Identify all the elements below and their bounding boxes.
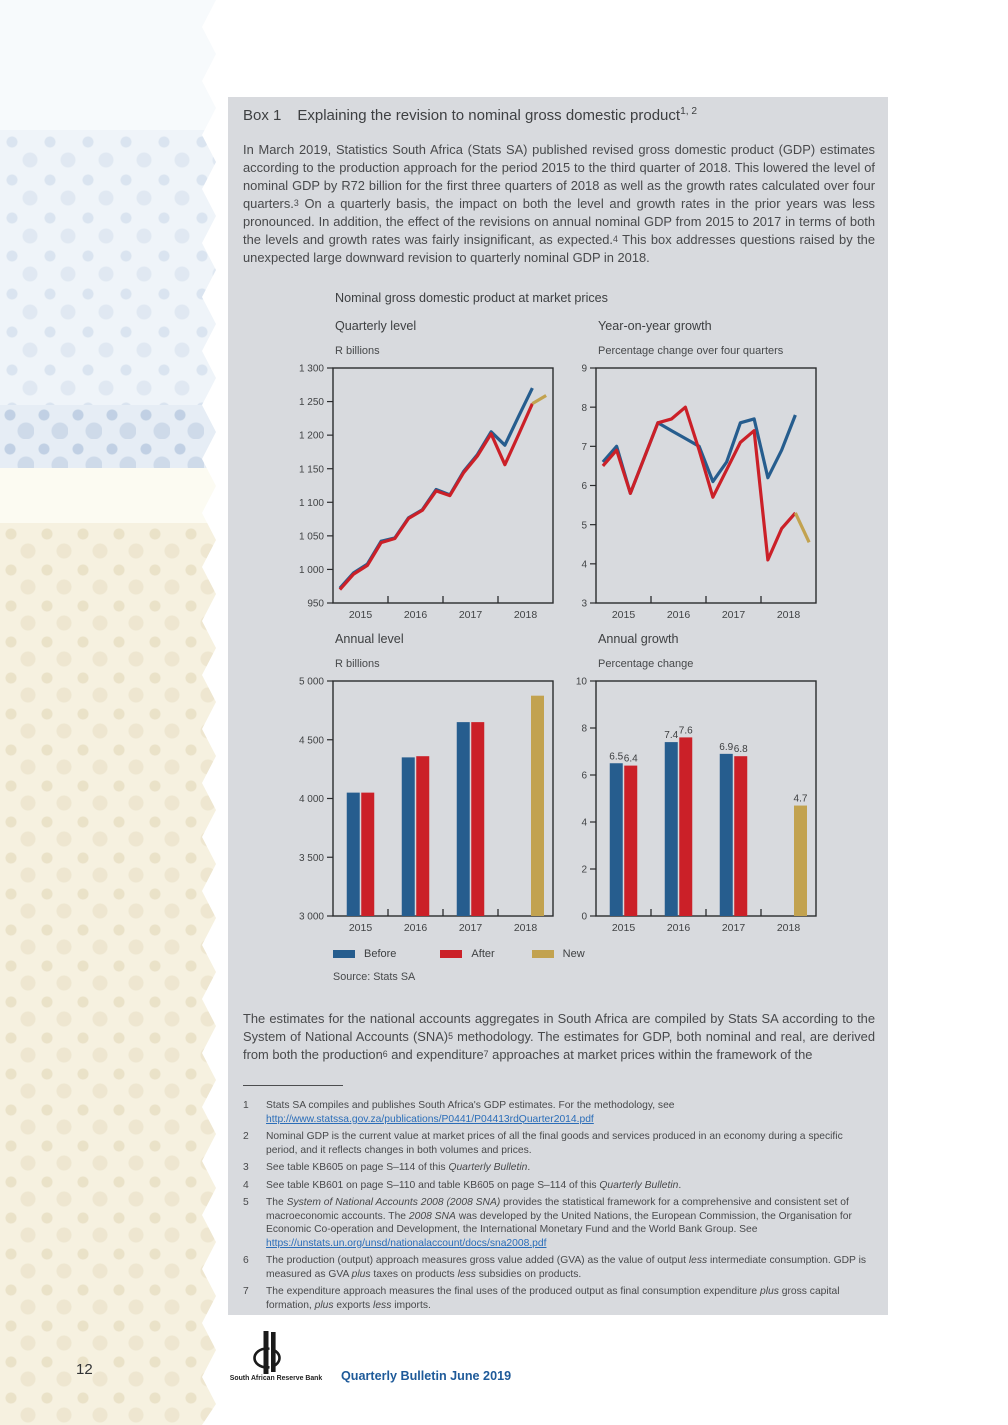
- italic-text: plus: [760, 1286, 779, 1297]
- footnote-text: [266, 1254, 877, 1281]
- text-segment: taxes on products: [370, 1268, 458, 1280]
- band-section-cream: [0, 523, 216, 1425]
- text-segment: See table KB601 on page S–110 and table KB605 on page S–114 of this: [266, 1179, 600, 1191]
- footnote-item: [243, 1254, 877, 1281]
- svg-text:7.6: 7.6: [678, 725, 693, 737]
- svg-text:2017: 2017: [458, 922, 483, 934]
- legend-swatch-new: [532, 950, 554, 958]
- svg-text:4.7: 4.7: [793, 793, 808, 805]
- svg-text:2016: 2016: [666, 922, 691, 934]
- footnote-item: [243, 1179, 877, 1193]
- svg-text:10: 10: [575, 676, 587, 688]
- chart-quarterly-level: [281, 360, 556, 630]
- svg-text:2: 2: [581, 864, 587, 876]
- text-segment: This box addresses questions raised by the unexpected large downward revision to quarterly nominal GDP in 2018.: [243, 232, 875, 265]
- superscript-ref: 4: [613, 234, 618, 244]
- intro-paragraph: [243, 141, 875, 267]
- svg-text:6.9: 6.9: [719, 741, 734, 753]
- footnote-text: [266, 1196, 877, 1250]
- footnote-number: 1: [243, 1100, 249, 1111]
- svg-text:7.4: 7.4: [664, 730, 679, 742]
- italic-text: System of National Accounts 2008 (2008 SNA): [286, 1197, 501, 1208]
- footnote-item: [243, 1099, 877, 1126]
- legend-label-before: Before: [364, 948, 397, 960]
- text-segment: approaches at market prices within the framework of the: [488, 1047, 813, 1062]
- text-segment: exports: [333, 1299, 374, 1311]
- footnote-number: 3: [243, 1162, 249, 1173]
- text-segment: The expenditure approach measures the final uses of the produced output as final consumption expenditure: [266, 1286, 760, 1297]
- svg-text:950: 950: [307, 598, 324, 610]
- svg-text:2016: 2016: [403, 609, 428, 621]
- svg-text:2015: 2015: [611, 609, 636, 621]
- italic-text: Quarterly Bulletin: [448, 1162, 528, 1173]
- band-section-blue-light: [0, 130, 216, 405]
- legend-label-new: New: [562, 948, 585, 960]
- svg-text:4: 4: [581, 817, 587, 829]
- chart-yoy-growth-title: Year-on-year growth: [598, 319, 712, 333]
- svg-text:2017: 2017: [721, 609, 746, 621]
- italic-text: less: [373, 1299, 392, 1311]
- text-segment: .: [678, 1179, 682, 1191]
- chart-quarterly-level-unit: R billions: [335, 345, 380, 357]
- text-segment: methodology. The estimates for GDP, both nominal and real, are derived from both the production: [243, 1029, 875, 1062]
- svg-text:2016: 2016: [666, 609, 691, 621]
- svg-text:4 500: 4 500: [298, 735, 324, 747]
- sarb-logo: [250, 1330, 290, 1376]
- svg-text:5 000: 5 000: [298, 676, 324, 688]
- svg-text:1 100: 1 100: [298, 497, 324, 509]
- svg-text:2015: 2015: [348, 609, 373, 621]
- band-section-pale: [0, 468, 216, 523]
- svg-text:3 500: 3 500: [298, 852, 324, 864]
- footnote-number: 2: [243, 1131, 249, 1142]
- footnote-item: [243, 1161, 877, 1175]
- text-segment: In March 2019, Statistics South Africa (Stats SA) published revised gross domestic product (GDP) estimates according to the production approach for the period 2015 to the third quarter of 2018. This lowered the level of nominal GDP by R72 billion for the first three quarters of 2018 as well as the growth rates calculated over four quarters.: [243, 142, 875, 211]
- footer-publication: Quarterly Bulletin June 2019: [341, 1369, 512, 1383]
- svg-text:4 000: 4 000: [298, 794, 324, 806]
- text-segment: .: [527, 1162, 531, 1173]
- footnote-item: [243, 1285, 877, 1312]
- left-decoration-band: [0, 0, 216, 1425]
- figure-title: Nominal gross domestic product at market prices: [335, 291, 608, 305]
- legend-item-before: [333, 948, 396, 960]
- svg-text:2018: 2018: [513, 922, 538, 934]
- legend-swatch-after: [440, 950, 462, 958]
- box-label: Box 1: [243, 107, 282, 124]
- text-segment: provides the statistical framework for a comprehensive and consistent set of macroeconomic accounts. The: [266, 1197, 849, 1222]
- italic-text: plus: [351, 1268, 371, 1280]
- svg-text:1 200: 1 200: [298, 430, 324, 442]
- svg-text:6: 6: [581, 770, 587, 782]
- chart-annual-growth-title: Annual growth: [598, 632, 679, 646]
- footnote-text: [266, 1161, 877, 1175]
- page-number: 12: [76, 1361, 93, 1378]
- figure-source: Source: Stats SA: [333, 971, 416, 983]
- footnote-text: [266, 1285, 877, 1312]
- svg-text:8: 8: [581, 723, 587, 735]
- svg-text:4: 4: [581, 559, 587, 571]
- superscript-ref: 6: [382, 1049, 388, 1059]
- svg-text:8: 8: [581, 402, 587, 414]
- svg-text:1 150: 1 150: [298, 464, 324, 476]
- italic-text: plus: [314, 1299, 334, 1311]
- text-segment: Stats SA compiles and publishes South Africa's GDP estimates. For the methodology, see: [266, 1100, 675, 1111]
- text-segment: was developed by the United Nations, the European Commission, the Organisation for Economic Co-operation and Development, the International Monetary Fund and the World Bank Group. See: [266, 1210, 852, 1235]
- svg-text:2015: 2015: [348, 922, 373, 934]
- chart-annual-level-title: Annual level: [335, 632, 404, 646]
- svg-text:1 050: 1 050: [298, 531, 324, 543]
- text-segment: The: [266, 1197, 287, 1208]
- footnote-number: 5: [243, 1197, 249, 1208]
- hyperlink[interactable]: http://www.statssa.gov.za/publications/P0441/P04413rdQuarter2014.pdf: [266, 1113, 594, 1125]
- svg-text:7: 7: [581, 441, 587, 453]
- svg-text:5: 5: [581, 520, 587, 532]
- text-segment: subsidies on products.: [475, 1268, 582, 1280]
- text-segment: The production (output) approach measures gross value added (GVA) as the value of output: [266, 1255, 689, 1266]
- footnote-item: [243, 1196, 877, 1250]
- chart-annual-level: [281, 673, 556, 943]
- chart-annual-growth: [544, 673, 819, 943]
- svg-text:2016: 2016: [403, 922, 428, 934]
- svg-text:2015: 2015: [611, 922, 636, 934]
- svg-text:2017: 2017: [721, 922, 746, 934]
- footnote-item: [243, 1130, 877, 1157]
- svg-text:1 300: 1 300: [298, 363, 324, 375]
- body-paragraph: [243, 1010, 875, 1064]
- svg-text:2018: 2018: [513, 609, 538, 621]
- legend-swatch-before: [333, 950, 355, 958]
- footnote-divider: [243, 1085, 343, 1086]
- text-segment: and expenditure: [387, 1047, 484, 1062]
- svg-text:2017: 2017: [458, 609, 483, 621]
- chart-yoy-growth-unit: Percentage change over four quarters: [598, 345, 784, 357]
- svg-text:6.8: 6.8: [733, 744, 748, 756]
- svg-text:1 250: 1 250: [298, 397, 324, 409]
- superscript-ref: 3: [293, 198, 299, 208]
- chart-quarterly-level-title: Quarterly level: [335, 319, 417, 333]
- text-segment: On a quarterly basis, the impact on both the level and growth rates in the prior years was less pronounced. In addition, the effect of the revisions on annual nominal GDP from 2015 to 2017 in terms of both the levels and growth rates was fairly insignificant, as expected.: [243, 196, 875, 247]
- svg-text:1 000: 1 000: [298, 565, 324, 577]
- svg-text:3 000: 3 000: [298, 911, 324, 923]
- italic-text: Quarterly Bulletin: [599, 1179, 679, 1191]
- italic-text: less: [688, 1255, 708, 1266]
- svg-text:6.5: 6.5: [609, 751, 624, 763]
- box1-panel: [228, 97, 888, 1315]
- box-title-text: Explaining the revision to nominal gross domestic product: [297, 107, 681, 124]
- text-segment: gross capital formation,: [266, 1286, 840, 1311]
- chart-yoy-growth: [544, 360, 819, 630]
- svg-text:6.4: 6.4: [623, 753, 638, 765]
- svg-text:3: 3: [581, 598, 587, 610]
- svg-text:9: 9: [581, 363, 587, 375]
- superscript-ref: 5: [448, 1031, 453, 1041]
- chart-annual-level-unit: R billions: [335, 658, 380, 670]
- legend-label-after: After: [471, 948, 495, 960]
- footer-brand: South African Reserve Bank: [229, 1375, 323, 1382]
- band-section-top: [0, 0, 216, 130]
- text-segment: Nominal GDP is the current value at market prices of all the final goods and services produced in an economy during a specific period, and it reflects changes in both volumes and prices.: [266, 1131, 843, 1156]
- italic-text: less: [457, 1268, 476, 1280]
- box-title: [243, 107, 697, 124]
- hyperlink[interactable]: https://unstats.un.org/unsd/nationalaccount/docs/sna2008.pdf: [266, 1237, 547, 1249]
- svg-text:0: 0: [581, 911, 587, 923]
- footnote-number: 6: [243, 1255, 249, 1266]
- legend-item-new: [532, 948, 585, 960]
- footnote-text: [266, 1130, 877, 1157]
- superscript-ref: 7: [483, 1049, 489, 1059]
- svg-text:2018: 2018: [776, 609, 801, 621]
- text-segment: See table KB605 on page S–114 of this: [266, 1162, 449, 1173]
- svg-text:6: 6: [581, 481, 587, 493]
- text-segment: intermediate consumption. GDP is measured as GVA: [266, 1255, 867, 1280]
- footnote-number: 7: [243, 1286, 249, 1297]
- box-title-superscript: 1, 2: [680, 106, 698, 117]
- footnote-text: [266, 1099, 877, 1126]
- text-segment: The estimates for the national accounts aggregates in South Africa are compiled by Stats SA according to the System of National Accounts (SNA): [243, 1011, 875, 1044]
- chart-legend: [333, 948, 629, 960]
- italic-text: 2008 SNA: [408, 1210, 456, 1222]
- footnotes-list: [243, 1099, 877, 1316]
- legend-item-after: [440, 948, 494, 960]
- footnote-number: 4: [243, 1179, 249, 1191]
- text-segment: imports.: [391, 1299, 431, 1311]
- svg-text:2018: 2018: [776, 922, 801, 934]
- band-section-blue-pattern: [0, 405, 216, 468]
- footnote-text: [266, 1179, 877, 1193]
- chart-annual-growth-unit: Percentage change: [598, 658, 694, 670]
